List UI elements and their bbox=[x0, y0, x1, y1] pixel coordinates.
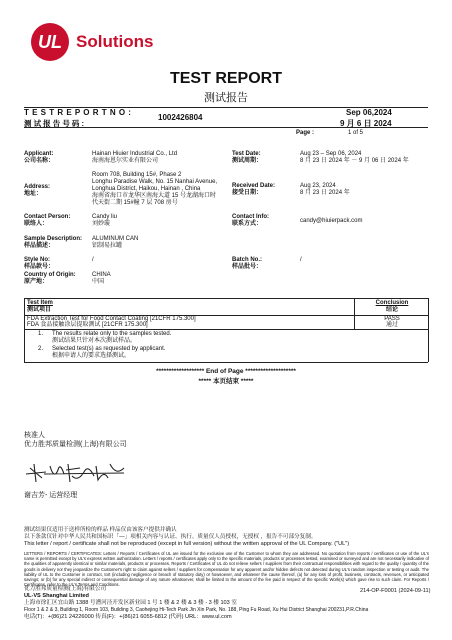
style-value: / bbox=[92, 257, 94, 263]
note-1-number: 1. bbox=[38, 331, 44, 337]
end-of-page: ******************* End of Page ******************** bbox=[156, 368, 296, 375]
footer-cn-line-2: 以下条款仅针对中华人民共和国标识「—」项相关内容与认证、执行。质量仅人员授权，无授权 ，报告不可部分复制。 bbox=[24, 534, 317, 540]
contact-label: Contact Person: bbox=[24, 214, 71, 220]
report-no-label: T E S T R E P O R T N O : bbox=[24, 108, 132, 117]
approver-name: 谢吉芳- 运营经理 bbox=[24, 492, 78, 499]
test-date-label: Test Date: bbox=[232, 151, 261, 157]
received-date-value: Aug 23, 2024 bbox=[300, 183, 336, 189]
table-bottom-border bbox=[24, 362, 428, 363]
sample-value-cn: 铝制易拉罐 bbox=[92, 243, 123, 249]
sample-label: Sample Description: bbox=[24, 236, 83, 242]
received-date-label-cn: 接受日期： bbox=[232, 190, 263, 196]
footer-phone: 电话(T)：+(86)21 24226000 传真(F)：+(86)21 6055-6812 (代码) URL：www.ul.com bbox=[24, 614, 232, 620]
received-date-value-cn: 8 月 23 日 2024 年 bbox=[300, 190, 350, 196]
origin-label-cn: 原产地： bbox=[24, 279, 49, 285]
footer-address-cn: 上海市徐汇区宜山路 1388 号漕河泾开发区新业园 1 号 1 楼 & 2 楼 & 3 楼 - 3 楼 103 室 bbox=[24, 600, 237, 606]
ul-logo-icon: UL bbox=[31, 23, 69, 61]
contact-info-label-cn: 联系方式： bbox=[232, 221, 263, 227]
test-date-label-cn: 测试周期： bbox=[232, 158, 263, 164]
note-2-cn: 根据申请人的要求选择测试。 bbox=[52, 353, 131, 359]
end-of-page-cn: ***** 本页结束 ***** bbox=[198, 378, 254, 385]
style-label-cn: 样品款号： bbox=[24, 264, 55, 270]
table-top-border bbox=[24, 298, 428, 299]
table-column-divider bbox=[354, 298, 355, 329]
page-title: TEST REPORT bbox=[169, 70, 282, 87]
footer-company-en: UL-VS Shanghai Limited bbox=[24, 593, 89, 599]
note-1-cn: 测试结果只针对本次测试样品。 bbox=[52, 338, 137, 344]
applicant-value: Hainan Hiuier Industrial Co., Ltd bbox=[92, 151, 178, 157]
address-line-4: 海南省海口市龙华区南海大道 15 号龙湖海口时 bbox=[92, 193, 217, 199]
batch-label-cn: 样品批号： bbox=[232, 264, 263, 270]
approved-by-label: 核准人 bbox=[24, 432, 45, 439]
address-label: Address: bbox=[24, 184, 51, 190]
batch-label: Batch No.: bbox=[232, 257, 262, 263]
footer-cn-line-1: 测试结果仅适用于送样所检的样品 样品仅由该客户提供并确认 bbox=[24, 527, 177, 533]
test-date-value: Aug 23 – Sep 06, 2024 bbox=[300, 151, 362, 157]
address-line-1: Room 708, Building 15#, Phase 2 bbox=[92, 172, 182, 178]
contact-info-label: Contact Info: bbox=[232, 214, 269, 220]
contact-info-value: candy@hiuierpack.com bbox=[300, 218, 363, 224]
table-row-conclusion-cn: 通过 bbox=[385, 322, 398, 328]
table-left-border bbox=[24, 298, 25, 362]
footer-doc-code: 214-OP-F0001 (2024-09-11) bbox=[360, 588, 431, 594]
page-label: Page : bbox=[296, 130, 315, 136]
contact-value-cn: 刘妙璇 bbox=[92, 221, 111, 227]
logo-text: Solutions bbox=[76, 32, 154, 51]
page-subtitle: 测试报告 bbox=[204, 92, 248, 104]
table-header-conclusion-cn: 结论 bbox=[385, 307, 398, 313]
approver-company: 优力胜邦质量检测(上海)有限公司 bbox=[24, 441, 127, 448]
report-date-cn: 9 月 6 日 2024 bbox=[340, 119, 392, 128]
report-no-divider bbox=[24, 127, 428, 128]
address-label-cn: 地址： bbox=[24, 191, 43, 197]
report-no-value: 1002426804 bbox=[158, 113, 203, 122]
table-row-item: FDA Extraction Test for Food Contact Coating [21CFR 175.300] bbox=[27, 316, 196, 322]
address-line-5: 代天街二期 15#幢 7 层 708 房号 bbox=[92, 200, 178, 206]
address-line-2: Longhu Paradise Walk, No. 15 Nanhai Avenue, bbox=[92, 179, 218, 185]
table-header-conclusion: Conclusion bbox=[375, 300, 409, 306]
received-date-label: Received Date: bbox=[232, 183, 276, 189]
test-date-value-cn: 8 月 23 日 2024 年 － 9 月 06 日 2024 年 bbox=[300, 158, 409, 164]
table-row-conclusion: PASS bbox=[384, 316, 400, 322]
report-date: Sep 06,2024 bbox=[346, 108, 392, 117]
footer-terms-paragraph: LETTERS / REPORTS / CERTIFICATES: Letters / Reports / Certificates of UL are issued for the exclusive use of the Customer to whom they are addressed. No quotation from reports / certificates or use of the UL's name is permitted except by UL's express written authorization. Letters / reports / certificates apply only to the specific materials, products or processes tested, examined or surveyed and are not necessarily indicative of the qualities of apparently identical or similar materials, products or processes. Reports / Certificates of UL do not relieve sellers / suppliers from their contractual responsibilities with regard to the quality / quantity of the goods in delivery nor they jeopardize the Customer's right to claim against sellers / suppliers for compensation for any apparent and/or hidden defects not detected during UL's random inspection or testing or audit. The liability of UL to the Customer in contract, tort (including negligence or breach of statutory duty) or howsoever, and whatever the cause thereof, (a) for any loss of profit, business, contracts, revenues, or anticipated savings; or (b) for any special indirect or consequential damage of any nature whatsoever, shall be limited to the amount of the fee paid in respect of the specific Work(s) which gave rise to such claim. For Reports / Certificates, refer to the UL's Terms and Conditions. bbox=[24, 551, 429, 588]
contact-value: Candy liu bbox=[92, 214, 118, 220]
address-line-3: Longhua District, Haikou, Hainan , China bbox=[92, 186, 201, 192]
origin-value: CHINA bbox=[92, 272, 111, 278]
footer-en-line: This letter / report / certificate shall not be reproduced (except in full version) without the written approval of the UL Company. ("UL") bbox=[24, 541, 350, 547]
table-header-test-item: Test Item bbox=[27, 300, 53, 306]
origin-value-cn: 中国 bbox=[92, 279, 105, 285]
applicant-value-cn: 海南海恩尔实业有限公司 bbox=[92, 158, 159, 164]
sample-value: ALUMINUM CAN bbox=[92, 236, 139, 242]
applicant-label: Applicant: bbox=[24, 151, 54, 157]
page-value: 1 of 5 bbox=[348, 130, 364, 136]
contact-label-cn: 联络人： bbox=[24, 221, 49, 227]
note-2: Selected test(s) as requested by applicant. bbox=[52, 346, 166, 352]
table-header-test-item-cn: 测试项目 bbox=[27, 307, 52, 313]
note-2-number: 2. bbox=[38, 346, 44, 352]
style-label: Style No: bbox=[24, 257, 51, 263]
sample-label-cn: 样品描述： bbox=[24, 243, 55, 249]
table-right-border bbox=[428, 298, 429, 362]
footer-company-cn: 优力胜邦质量检测(上海)有限公司 bbox=[24, 586, 107, 592]
table-row-divider bbox=[24, 329, 428, 330]
batch-value: / bbox=[300, 257, 302, 263]
footer-address-en: Floor 1 & 2 & 3, Building 1, Room 103, Building 3, Caohejing Hi-Tech Park Jin Xin Park, No. 188, Ping Fu Road, Xu Hui District Shanghai 200231,P.R.China bbox=[24, 607, 369, 613]
table-row-item-cn: FDA 食品接触涂层提取测试 [21CFR 175.300] bbox=[27, 322, 148, 328]
report-no-label-cn: 测 试 报 告 号 码 : bbox=[24, 119, 84, 128]
origin-label: Country of Origin: bbox=[24, 272, 76, 278]
signature-image bbox=[24, 456, 134, 486]
note-1: The results relate only to the samples tested. bbox=[52, 331, 172, 337]
applicant-label-cn: 公司名称： bbox=[24, 158, 55, 164]
